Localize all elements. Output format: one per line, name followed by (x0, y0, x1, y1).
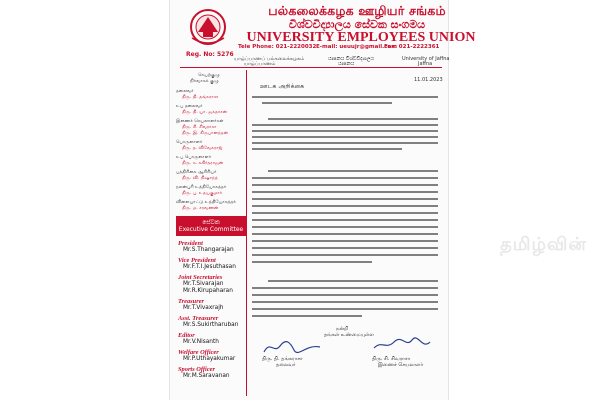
sidebar-label: விளையாட்டு உத்தியோகத்தர் (176, 200, 236, 205)
sidebar-subheading: நிர்வாகக் குழு (190, 79, 219, 84)
closing-text-2: தங்கள் உண்மையுள்ள (324, 332, 374, 338)
committee-member: Mr.T.Vivaxrajh (183, 305, 224, 311)
email-text: E-mail: ueuujr@gmail.com (316, 44, 397, 50)
sidebar-heading: செயற்குழு (198, 73, 220, 78)
signature-left-icon (262, 338, 322, 356)
address-sinhala: යාපනය විශ්වවිද්‍යාලය (328, 56, 374, 62)
union-logo-icon (188, 8, 228, 46)
union-name-english: UNIVERSITY EMPLOYEES UNION (246, 30, 476, 45)
address-english: University of Jaffna (402, 56, 450, 62)
committee-role: Treasurer (178, 298, 205, 305)
committee-member: Mr.T.Sivarajan (183, 281, 224, 287)
registration-number: Reg. No: 5276 (186, 51, 234, 58)
sidebar-label: பத்திரிகை ஆசிரியர் (176, 170, 217, 175)
committee-role: Editor (178, 332, 195, 339)
signatory-right-name: திரு. சி. சிவராசா (372, 356, 411, 362)
sidebar-label: உப பொருளாளர் (176, 155, 212, 160)
sidebar-label: தலைவர் (176, 89, 194, 94)
committee-member: Mr.V.Nisanth (183, 339, 219, 345)
sidebar-name: திரு. சி. சிவராசா (182, 125, 217, 130)
sidebar-name: திரு. பு. உதயகுமார் (182, 191, 223, 196)
sidebar-name: திரு. தி. யா. ஜசுதாசன் (182, 110, 228, 115)
committee-role: President (178, 240, 203, 247)
committee-role: Sports Officer (178, 366, 215, 373)
banner-english: Executive Committee (178, 226, 244, 233)
union-name-tamil: பல்கலைக்கழக ஊழியர் சங்கம் (268, 3, 446, 18)
sidebar-name: திரு. த. விவேகராஜ் (182, 146, 223, 151)
address-sinhala-2: යාපනය (338, 61, 355, 67)
executive-committee-banner (176, 216, 246, 236)
committee-member: Mr.R.Kirupaharan (183, 288, 233, 294)
sidebar-name: திரு. சு. சுகிர்தராஜன் (182, 161, 224, 166)
closing-text: நன்றி (336, 326, 349, 332)
banner-sinhala: සේවක (202, 219, 220, 226)
committee-member: Mr.F.T.I.Jesuthasan (183, 264, 236, 270)
sidebar-label: உப தலைவர் (176, 104, 203, 109)
committee-member: Mr.P.Uthayakumar (183, 356, 236, 362)
letter-subject: ஊடக அறிக்கை (260, 84, 305, 90)
committee-role: Joint Secretaries (178, 274, 223, 281)
committee-member: Mr.S.Thangarajan (183, 247, 234, 253)
signatory-left-role: தலைவர் (276, 362, 296, 368)
address-tamil: யாழ்ப்பாணப் பல்கலைக்கழகம் (234, 56, 305, 62)
committee-role: Welfare Officer (178, 349, 219, 356)
sidebar-name: திரு. வி. நிஷாந்த் (182, 176, 218, 181)
committee-member: Mr.S.Sukirtharuban (183, 322, 239, 328)
address-english-2: Jaffna (418, 61, 433, 67)
fax-text: Fax: 021-2222361 (384, 44, 440, 50)
sidebar-name: திரு. தி. தங்கராசா (182, 95, 219, 100)
signature-right-icon (372, 336, 432, 354)
address-tamil-2: யாழ்ப்பாணம் (244, 61, 276, 67)
sidebar-name: திரு. ம. சரவணன் (182, 206, 219, 211)
signatory-left-name: திரு. தி. தங்கராசா (262, 356, 303, 362)
sidebar-label: பொருளாளர் (176, 140, 203, 145)
committee-role: Asst. Treasurer (178, 315, 219, 322)
committee-role: Vice President (178, 257, 216, 264)
telephone-text: Tele Phone: 021-2220032 (238, 44, 317, 50)
sidebar-label: இணைச் செயலாளர்கள் (176, 119, 224, 124)
letter-date: 11.01.2023 (414, 77, 443, 83)
sidebar-label: நலன்புரி உத்தியோகத்தர் (176, 185, 227, 190)
sidebar-name: திரு. இ. கிருபானந்தன் (182, 131, 229, 136)
tamilwin-watermark: தமிழ்வின் (500, 234, 587, 255)
signatory-right-role: இணைச் செயலாளர் (378, 362, 424, 368)
header-divider (180, 67, 442, 68)
union-name-sinhala: විශ්වවිද්‍යාලය සේවක සංගමය (288, 18, 426, 31)
committee-member: Mr.M.Saravanan (183, 373, 230, 379)
